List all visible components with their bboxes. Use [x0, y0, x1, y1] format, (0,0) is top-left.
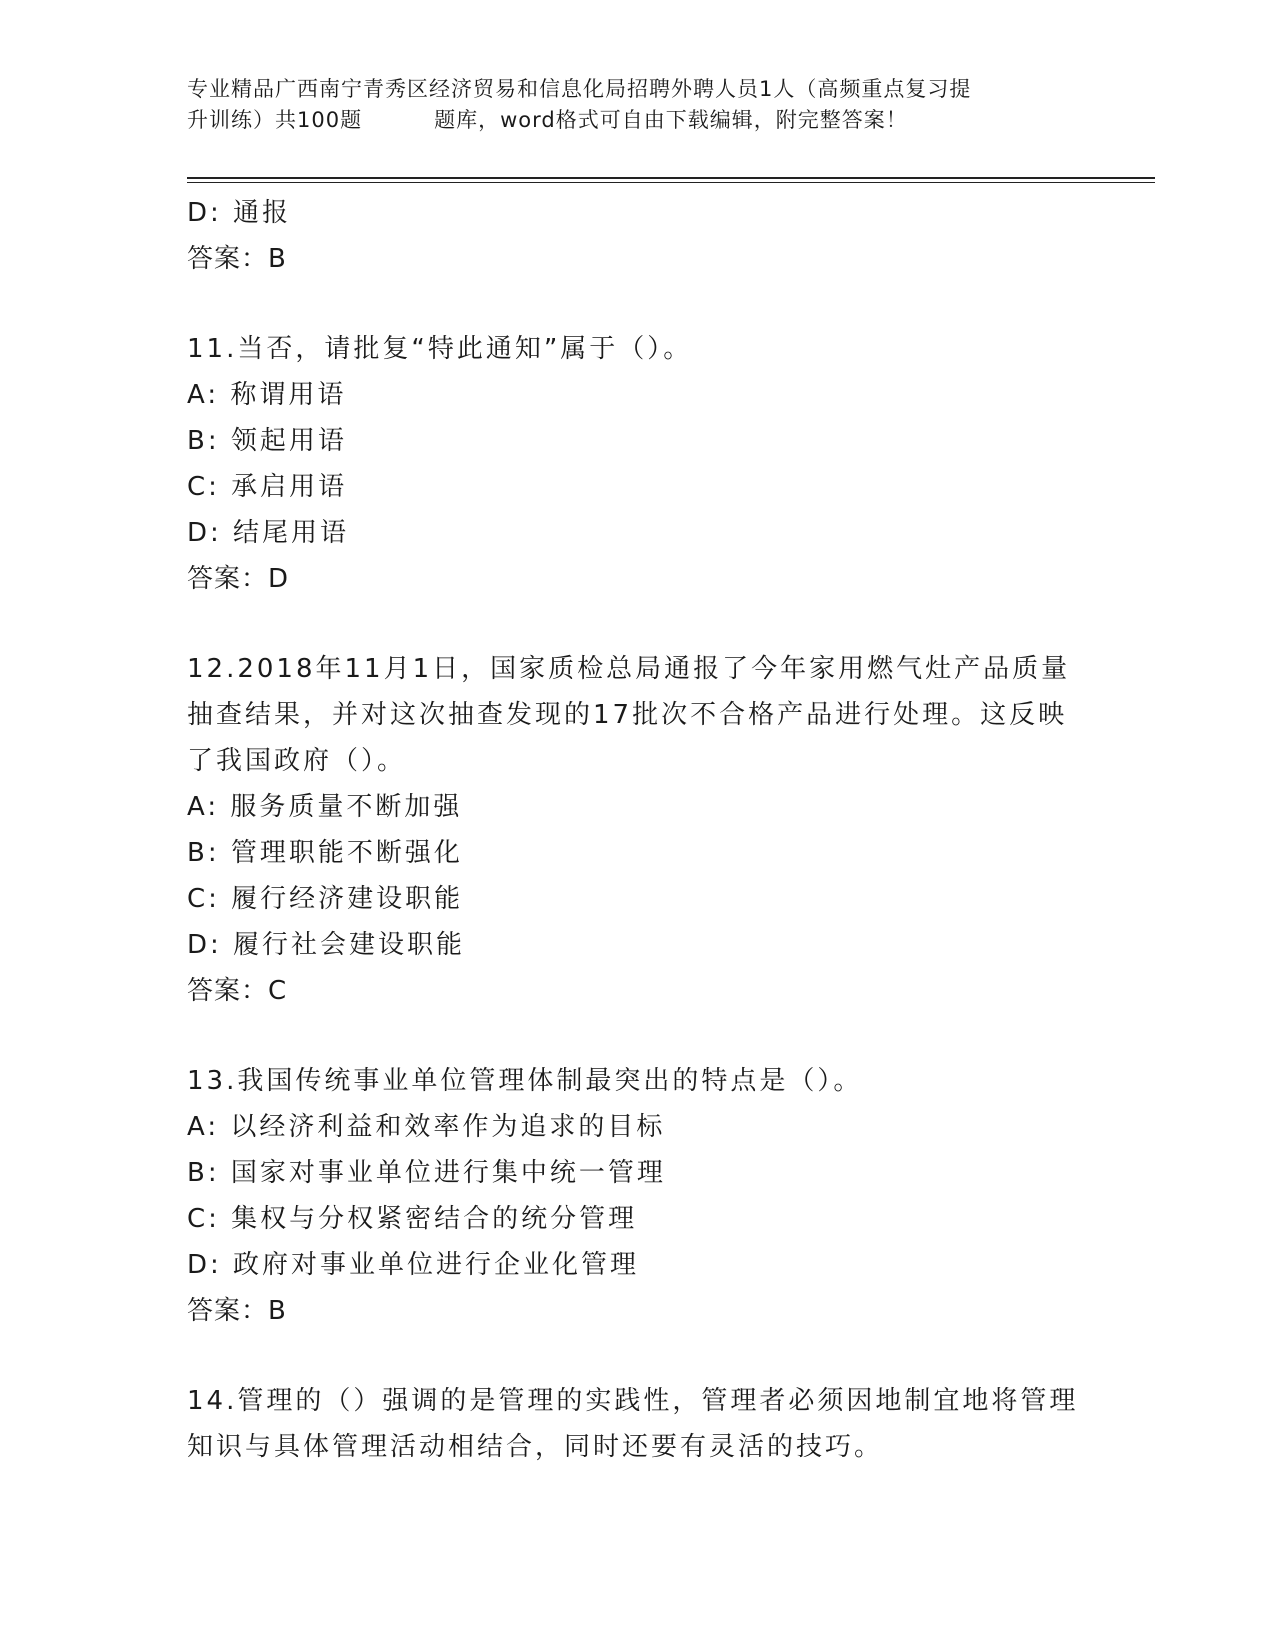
question-12-option-c: C: 履行经济建设职能	[187, 884, 464, 914]
question-14-stem-line-1: 14.管理的（）强调的是管理的实践性，管理者必须因地制宜地将管理	[187, 1386, 1079, 1416]
question-12-stem-line-3: 了我国政府（）。	[187, 746, 407, 776]
question-11-option-a: A: 称谓用语	[187, 380, 347, 410]
question-13-option-c: C: 集权与分权紧密结合的统分管理	[187, 1204, 638, 1234]
question-12-stem-line-2: 抽查结果，并对这次抽查发现的17批次不合格产品进行处理。这反映	[187, 700, 1068, 730]
question-12-option-d: D: 履行社会建设职能	[187, 930, 466, 960]
question-12-option-a: A: 服务质量不断加强	[187, 792, 463, 822]
question-12-answer: 答案：C	[187, 976, 288, 1006]
page-header	[187, 74, 1087, 136]
header-divider-thick	[187, 177, 1155, 179]
question-13-answer: 答案：B	[187, 1296, 287, 1326]
question-14-stem-line-2: 知识与具体管理活动相结合，同时还要有灵活的技巧。	[187, 1432, 884, 1462]
question-11-option-d: D: 结尾用语	[187, 518, 350, 548]
question-11-option-c: C: 承启用语	[187, 472, 348, 502]
question-13-stem: 13.我国传统事业单位管理体制最突出的特点是（）。	[187, 1066, 863, 1096]
question-11-stem: 11.当否，请批复“特此通知”属于（）。	[187, 334, 693, 364]
header-title-part-a: 升训练）共100题	[187, 108, 363, 132]
question-12-stem-line-1: 12.2018年11月1日，国家质检总局通报了今年家用燃气灶产品质量	[187, 654, 1071, 684]
header-title-part-b: 题库，word格式可自由下载编辑，附完整答案！	[434, 108, 908, 132]
question-12-option-b: B: 管理职能不断强化	[187, 838, 463, 868]
question-content	[187, 190, 1107, 1470]
header-title-line-1: 专业精品广西南宁青秀区经济贸易和信息化局招聘外聘人员1人（高频重点复习提	[187, 77, 972, 101]
question-13-option-b: B: 国家对事业单位进行集中统一管理	[187, 1158, 666, 1188]
header-title-line-2	[187, 105, 1087, 136]
question-11-option-b: B: 领起用语	[187, 426, 347, 456]
question-13-option-d: D: 政府对事业单位进行企业化管理	[187, 1250, 640, 1280]
answer-line: 答案：B	[187, 244, 287, 274]
header-divider-thin	[187, 182, 1155, 183]
question-13-option-a: A: 以经济利益和效率作为追求的目标	[187, 1112, 666, 1142]
option-d: D: 通报	[187, 198, 292, 228]
question-11-answer: 答案：D	[187, 564, 290, 594]
